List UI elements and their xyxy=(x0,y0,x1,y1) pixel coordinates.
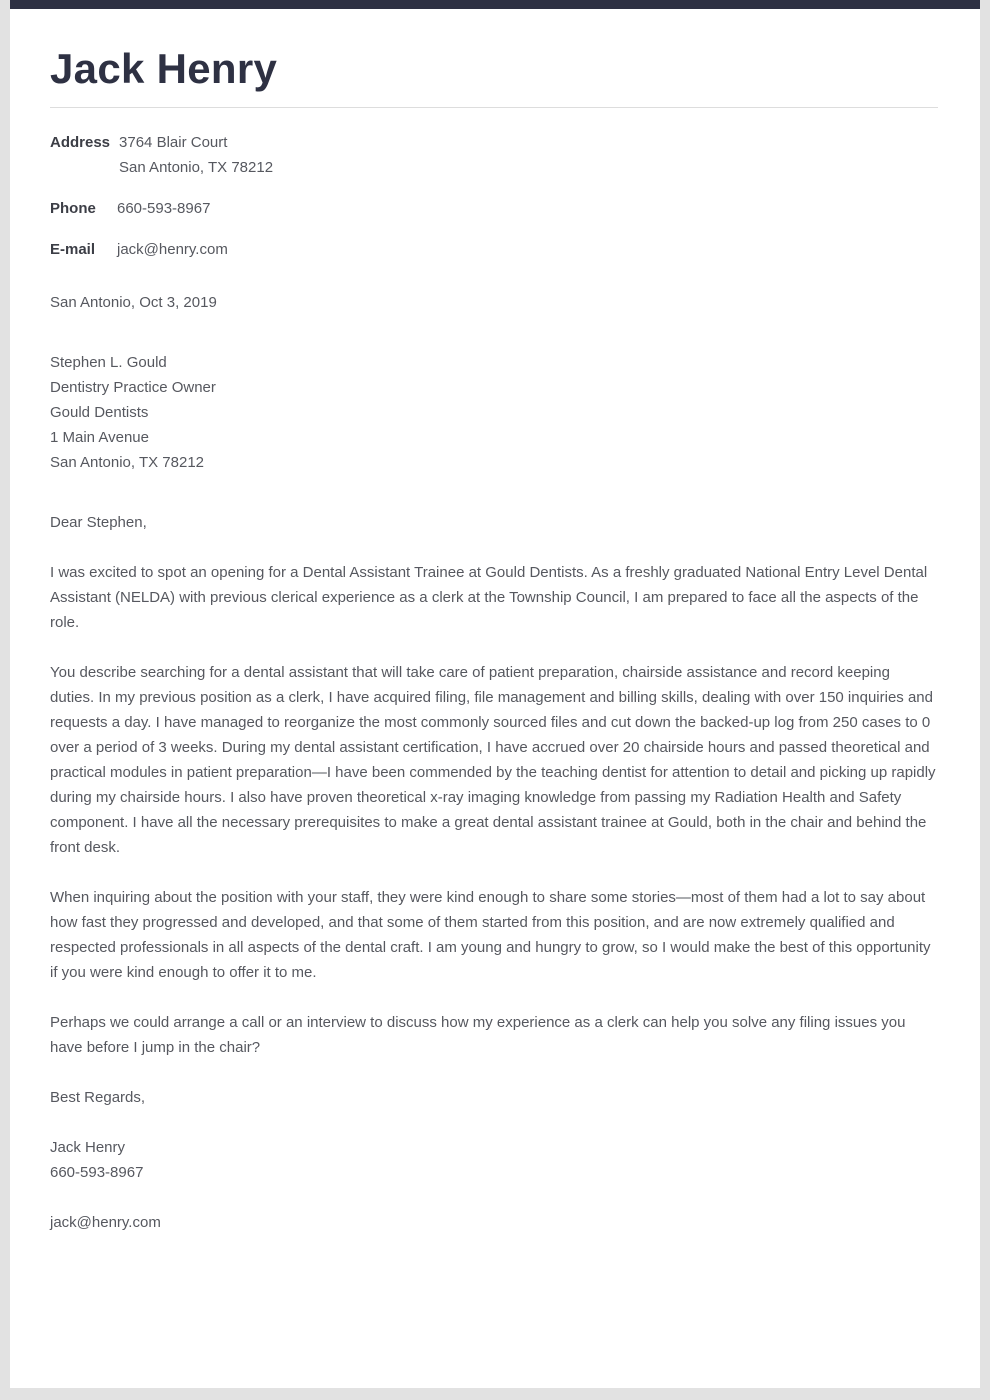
paragraph-intro: I was excited to spot an opening for a Dental Assistant Trainee at Gould Dentists. As a freshly graduated National Entry Level Dental Assistant (NELDA) with previous clerical experience as a clerk at the Township Council, I am prepared to face all the aspects of the role. xyxy=(50,564,928,631)
signature-phone: 660-593-8967 xyxy=(50,1164,144,1181)
recipient-name: Stephen L. Gould xyxy=(50,354,167,371)
paragraph-motivation: When inquiring about the position with your staff, they were kind enough to share some stories—most of them had a lot to say about how fast they progressed and developed, and that some of them started from this position, and are now extremely qualified and respected professionals in all aspects of the dental craft. I am young and hungry to grow, so I would make the best of this opportunity if you were kind enough to offer it to me. xyxy=(50,889,931,981)
email-value: jack@henry.com xyxy=(117,241,228,258)
recipient-company: Gould Dentists xyxy=(50,404,149,421)
signature-email: jack@henry.com xyxy=(50,1214,161,1231)
top-accent-bar xyxy=(10,0,980,9)
phone-value: 660-593-8967 xyxy=(117,200,211,217)
salutation: Dear Stephen, xyxy=(50,514,147,531)
recipient-street: 1 Main Avenue xyxy=(50,429,149,446)
date-line: San Antonio, Oct 3, 2019 xyxy=(50,294,217,311)
signature-block xyxy=(50,1135,938,1185)
signature-name: Jack Henry xyxy=(50,1139,126,1156)
recipient-title: Dentistry Practice Owner xyxy=(50,379,216,396)
recipient-block xyxy=(50,350,938,475)
contact-row-email xyxy=(50,237,938,262)
page-content xyxy=(10,9,980,1235)
recipient-city: San Antonio, TX 78212 xyxy=(50,454,205,471)
contact-row-address xyxy=(50,130,938,180)
applicant-name-heading: Jack Henry xyxy=(50,45,938,108)
address-value xyxy=(119,130,273,180)
closing-line: Best Regards, xyxy=(50,1089,146,1106)
address-line-1: 3764 Blair Court xyxy=(119,134,228,151)
address-label: Address xyxy=(50,134,111,151)
email-label: E-mail xyxy=(50,241,96,258)
address-line-2: San Antonio, TX 78212 xyxy=(119,159,274,176)
paragraph-call-to-action: Perhaps we could arrange a call or an interview to discuss how my experience as a clerk can help you solve any filing issues you have before I jump in the chair? xyxy=(50,1014,906,1056)
contact-details xyxy=(50,130,938,262)
letter-body xyxy=(50,290,938,1235)
phone-label: Phone xyxy=(50,200,96,217)
paragraph-experience: You describe searching for a dental assistant that will take care of patient preparation, chairside assistance and record keeping duties. In my previous position as a clerk, I have acquired filing, file management and billing skills, dealing with over 150 inquiries and requests a day. I have managed to reorganize the most commonly sourced files and cut down the backed-up log from 250 cases to 0 over a period of 3 weeks. During my dental assistant certification, I have accrued over 20 chairside hours and passed theoretical and practical modules in patient preparation—I have been commended by the teaching dentist for attention to detail and picking up rapidly during my chairside hours. I also have proven theoretical x-ray imaging knowledge from passing my Radiation Health and Safety component. I have all the necessary prerequisites to make a great dental assistant trainee at Gould, both in the chair and behind the front desk. xyxy=(50,664,936,856)
contact-row-phone xyxy=(50,196,938,221)
